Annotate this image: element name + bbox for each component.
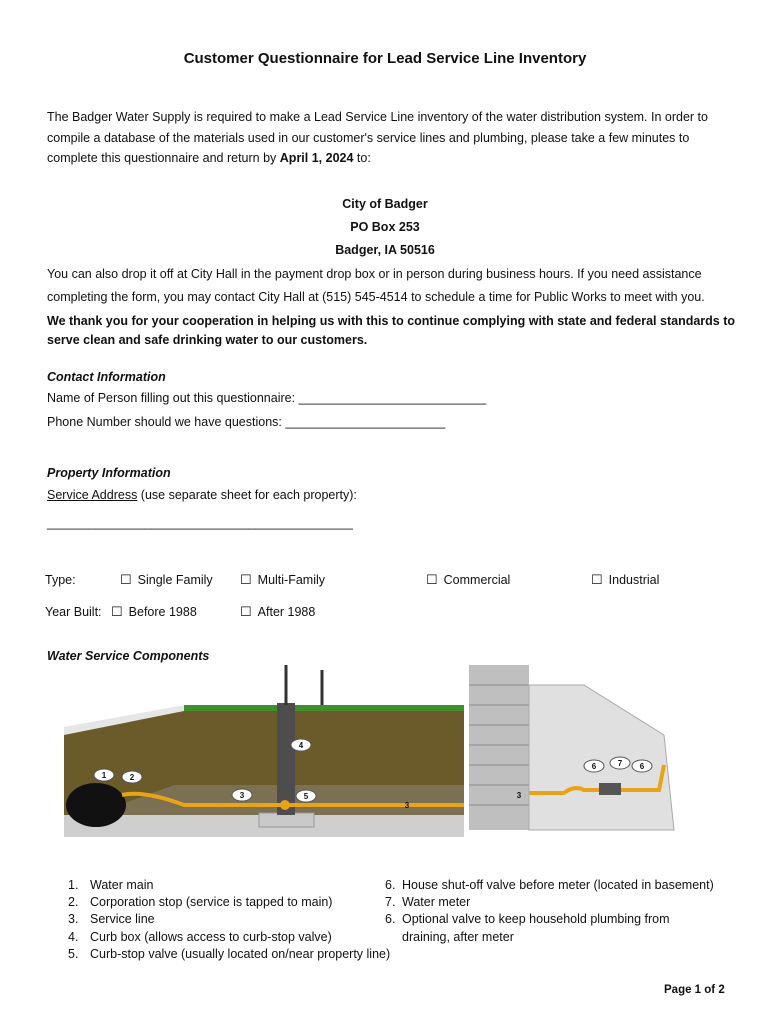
service-address-note: (use separate sheet for each property): xyxy=(137,488,357,502)
list-text: Water main xyxy=(90,878,154,892)
type-option-label: Commercial xyxy=(443,573,511,587)
list-number: 3. xyxy=(68,912,79,926)
phone-blank[interactable]: _______________________ xyxy=(285,415,446,429)
year-label: Year Built: xyxy=(45,605,102,619)
water-service-diagram xyxy=(64,665,694,870)
dropoff-line-1: You can also drop it off at City Hall in the payment drop box or in person during business hours. If you need assistance xyxy=(47,267,702,281)
intro-return-text: complete this questionnaire and return by xyxy=(47,151,280,165)
thanks-line-1: We thank you for your cooperation in helping us with this to continue complying with state and federal standards to xyxy=(47,314,736,328)
type-commercial[interactable] xyxy=(426,572,510,588)
list-item xyxy=(68,929,332,947)
list-item xyxy=(68,894,332,912)
type-option-label: Industrial xyxy=(608,573,660,587)
return-date: April 1, 2024 xyxy=(279,151,354,165)
list-text: Water meter xyxy=(402,895,471,909)
service-address-title: Service Address xyxy=(47,488,138,502)
list-number: 5. xyxy=(68,947,79,961)
list-number: 2. xyxy=(68,895,79,909)
page-title: Customer Questionnaire for Lead Service Line Inventory xyxy=(183,50,587,67)
type-industrial[interactable] xyxy=(591,572,659,588)
label-3b: 3 xyxy=(404,801,410,810)
label-7: 7 xyxy=(617,759,623,768)
curb-box xyxy=(277,703,295,815)
list-number: 6. xyxy=(385,912,396,926)
dropoff-line-2: completing the form, you may contact City Hall at (515) 545-4514 to schedule a time for Public Works to meet with you. xyxy=(47,290,705,304)
label-5: 5 xyxy=(303,792,309,801)
checkbox-icon[interactable]: ☐ xyxy=(120,572,132,587)
label-6b: 6 xyxy=(639,762,645,771)
label-4: 4 xyxy=(298,741,304,750)
label-1: 1 xyxy=(101,771,107,780)
list-text: Curb box (allows access to curb-stop valve) xyxy=(90,930,332,944)
address-name: City of Badger xyxy=(342,197,428,211)
list-number: 7. xyxy=(385,895,396,909)
checkbox-icon[interactable]: ☐ xyxy=(111,604,123,619)
type-label: Type: xyxy=(45,573,76,587)
service-address-label xyxy=(47,488,357,502)
intro-line-1: The Badger Water Supply is required to make a Lead Service Line inventory of the water distribution system. In order to xyxy=(47,110,708,124)
checkbox-icon[interactable]: ☐ xyxy=(591,572,603,587)
list-item xyxy=(385,911,670,929)
name-label: Name of Person filling out this questionnaire: xyxy=(47,391,299,405)
water-meter xyxy=(599,783,621,795)
checkbox-icon[interactable]: ☐ xyxy=(240,572,252,587)
year-after-1988[interactable] xyxy=(240,604,315,620)
list-text: House shut-off valve before meter (located in basement) xyxy=(402,878,714,892)
list-item xyxy=(68,877,153,895)
components-heading: Water Service Components xyxy=(47,649,210,663)
list-text: draining, after meter xyxy=(402,930,514,944)
list-item xyxy=(68,911,155,929)
phone-label: Phone Number should we have questions: xyxy=(47,415,286,429)
intro-paragraph xyxy=(47,107,727,169)
contact-heading: Contact Information xyxy=(47,370,166,384)
list-item xyxy=(385,894,470,912)
service-address-blank[interactable]: ____________________________________________ xyxy=(47,516,353,530)
list-item xyxy=(68,946,390,964)
label-6: 6 xyxy=(591,762,597,771)
type-single-family[interactable] xyxy=(120,572,213,588)
grass-strip xyxy=(184,705,464,711)
list-number: 4. xyxy=(68,930,79,944)
thanks-line-2: serve clean and safe drinking water to our customers. xyxy=(47,333,368,347)
list-item xyxy=(385,929,514,947)
list-number: 6. xyxy=(385,878,396,892)
checkbox-icon[interactable]: ☐ xyxy=(240,604,252,619)
phone-field[interactable] xyxy=(47,415,445,429)
year-before-1988[interactable] xyxy=(111,604,197,620)
type-multi-family[interactable] xyxy=(240,572,325,588)
curb-stop-valve xyxy=(280,800,290,810)
concrete-pad xyxy=(259,813,314,827)
list-text: Corporation stop (service is tapped to main) xyxy=(90,895,333,909)
label-2: 2 xyxy=(129,773,135,782)
label-3: 3 xyxy=(239,791,245,800)
list-number: 1. xyxy=(68,878,79,892)
year-option-label: Before 1988 xyxy=(128,605,197,619)
intro-line-3 xyxy=(47,148,727,169)
page-number: Page 1 of 2 xyxy=(664,984,725,996)
basement xyxy=(529,685,674,830)
year-option-label: After 1988 xyxy=(257,605,316,619)
intro-line-2: compile a database of the materials used in our customer's service lines and plumbing, please take a few minutes to xyxy=(47,130,690,145)
name-blank[interactable]: ___________________________ xyxy=(298,391,487,405)
type-option-label: Single Family xyxy=(137,573,213,587)
intro-to-text: to: xyxy=(353,151,371,165)
property-heading: Property Information xyxy=(47,466,171,480)
list-text: Curb-stop valve (usually located on/near property line) xyxy=(90,947,391,961)
list-text: Service line xyxy=(90,912,155,926)
list-text: Optional valve to keep household plumbing from xyxy=(402,912,670,926)
address-city: Badger, IA 50516 xyxy=(335,243,435,257)
label-3c: 3 xyxy=(516,791,522,800)
type-option-label: Multi-Family xyxy=(257,573,326,587)
water-main xyxy=(66,783,126,827)
name-field[interactable] xyxy=(47,391,486,405)
list-item xyxy=(385,877,714,895)
address-box: PO Box 253 xyxy=(350,220,420,234)
checkbox-icon[interactable]: ☐ xyxy=(426,572,438,587)
